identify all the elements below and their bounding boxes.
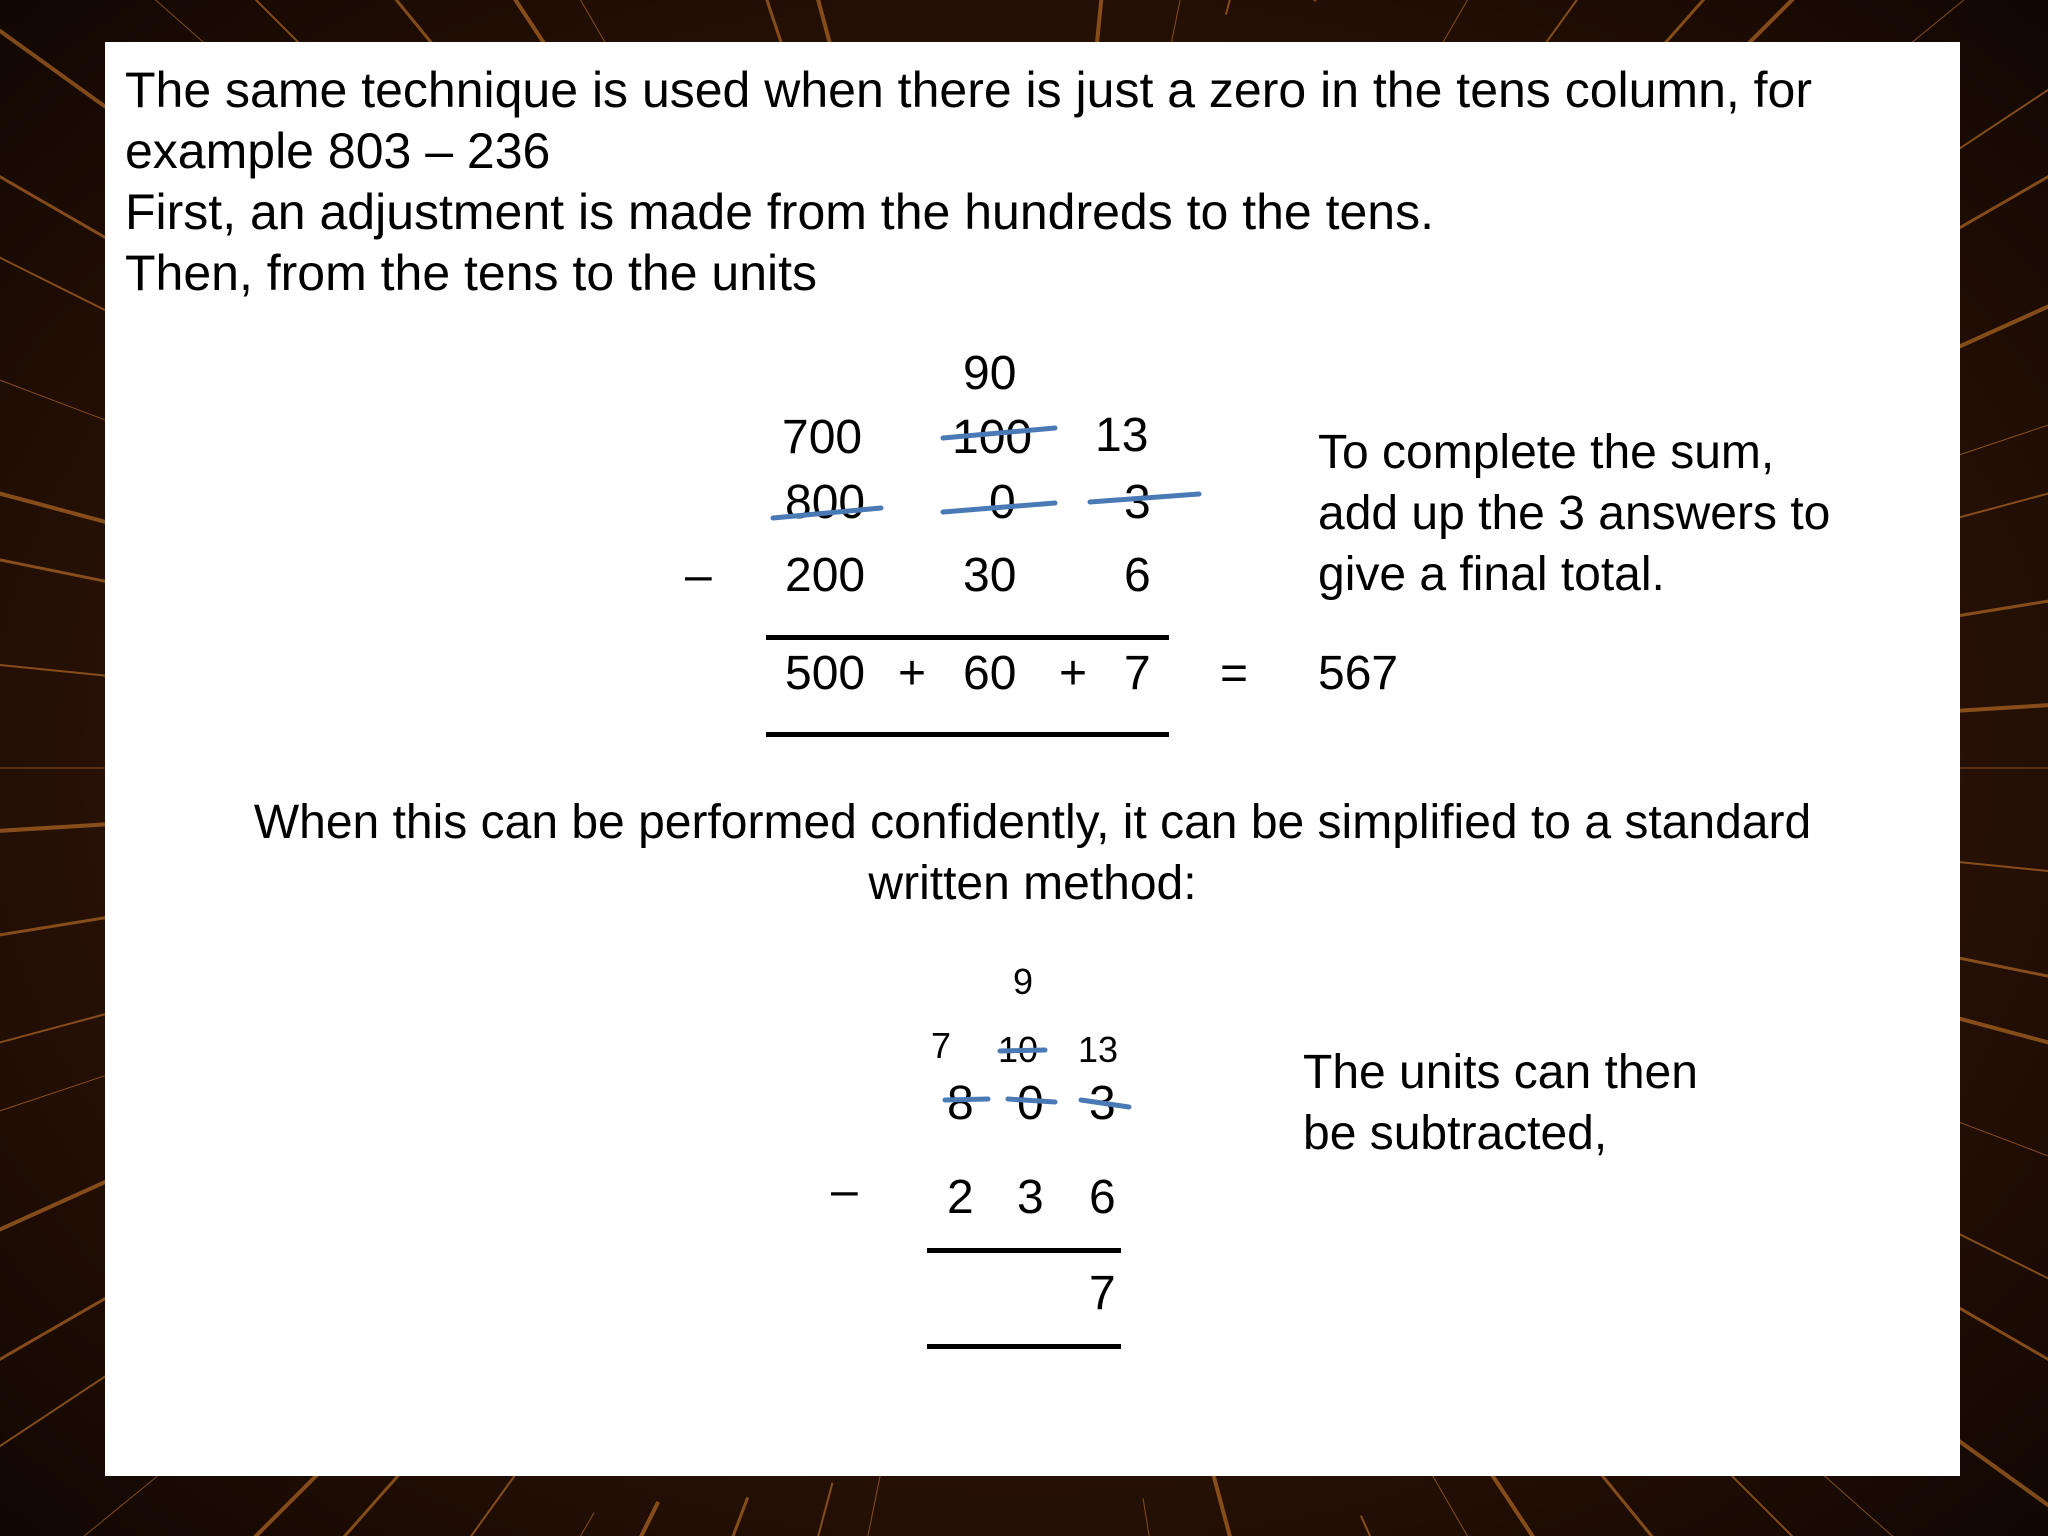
standard-top-units: 3: [1089, 1077, 1116, 1130]
expanded-carry-hundreds: 700: [782, 411, 863, 464]
expanded-result-hundreds: 500: [785, 647, 866, 700]
expanded-carry-units: 13: [1095, 409, 1149, 462]
standard-carry-hundreds: 7: [931, 1025, 952, 1066]
standard-answer-top-rule: [927, 1248, 1121, 1253]
expanded-answer-top-rule: [766, 635, 1169, 640]
expanded-carry-tens-struck: 100: [952, 411, 1033, 464]
standard-minus-sign: –: [831, 1164, 858, 1217]
standard-bottom-units: 6: [1089, 1171, 1116, 1224]
standard-carry-tens: 9: [1013, 961, 1034, 1002]
standard-note-line-2: be subtracted,: [1303, 1107, 1608, 1160]
standard-bottom-tens: 3: [1017, 1171, 1044, 1224]
transition-line-2: written method:: [868, 857, 1197, 910]
slide-panel: [105, 42, 1960, 1476]
expanded-plus-1: +: [898, 647, 927, 700]
standard-top-hundreds: 8: [947, 1077, 974, 1130]
expanded-note-line-1: To complete the sum,: [1318, 426, 1775, 479]
expanded-bottom-hundreds: 200: [785, 549, 866, 602]
standard-note: [1303, 1042, 1698, 1164]
intro-line-2: example 803 – 236: [125, 123, 551, 179]
intro-line-3: First, an adjustment is made from the hundreds to the tens.: [125, 184, 1434, 240]
standard-note-line-1: The units can then: [1303, 1046, 1698, 1099]
transition-text: [105, 792, 1960, 914]
standard-result-units: 7: [1089, 1267, 1116, 1320]
expanded-note-line-3: give a final total.: [1318, 548, 1665, 601]
expanded-result-tens: 60: [963, 647, 1017, 700]
expanded-top-hundreds: 800: [785, 476, 866, 529]
expanded-minus-sign: –: [685, 549, 712, 602]
standard-carry-tens-struck: 10: [998, 1029, 1039, 1070]
expanded-total: 567: [1318, 647, 1399, 700]
expanded-carry-tens: 90: [963, 347, 1017, 400]
standard-answer-bottom-rule: [927, 1344, 1121, 1349]
expanded-equals-sign: =: [1220, 647, 1249, 700]
intro-text: [125, 60, 1812, 304]
expanded-bottom-units: 6: [1124, 549, 1151, 602]
expanded-bottom-tens: 30: [963, 549, 1017, 602]
transition-line-1: When this can be performed confidently, it can be simplified to a standard: [253, 796, 1812, 849]
expanded-top-units: 3: [1124, 476, 1151, 529]
expanded-plus-2: +: [1059, 647, 1088, 700]
standard-carry-units: 13: [1078, 1029, 1119, 1070]
expanded-answer-bottom-rule: [766, 732, 1169, 737]
standard-bottom-hundreds: 2: [947, 1171, 974, 1224]
expanded-result-units: 7: [1124, 647, 1151, 700]
intro-line-1: The same technique is used when there is just a zero in the tens column, for: [125, 62, 1813, 118]
expanded-note-line-2: add up the 3 answers to: [1318, 487, 1831, 540]
expanded-note: [1318, 422, 1830, 605]
standard-top-tens: 0: [1017, 1077, 1044, 1130]
intro-line-4: Then, from the tens to the units: [125, 245, 818, 301]
expanded-top-tens: 0: [989, 476, 1016, 529]
